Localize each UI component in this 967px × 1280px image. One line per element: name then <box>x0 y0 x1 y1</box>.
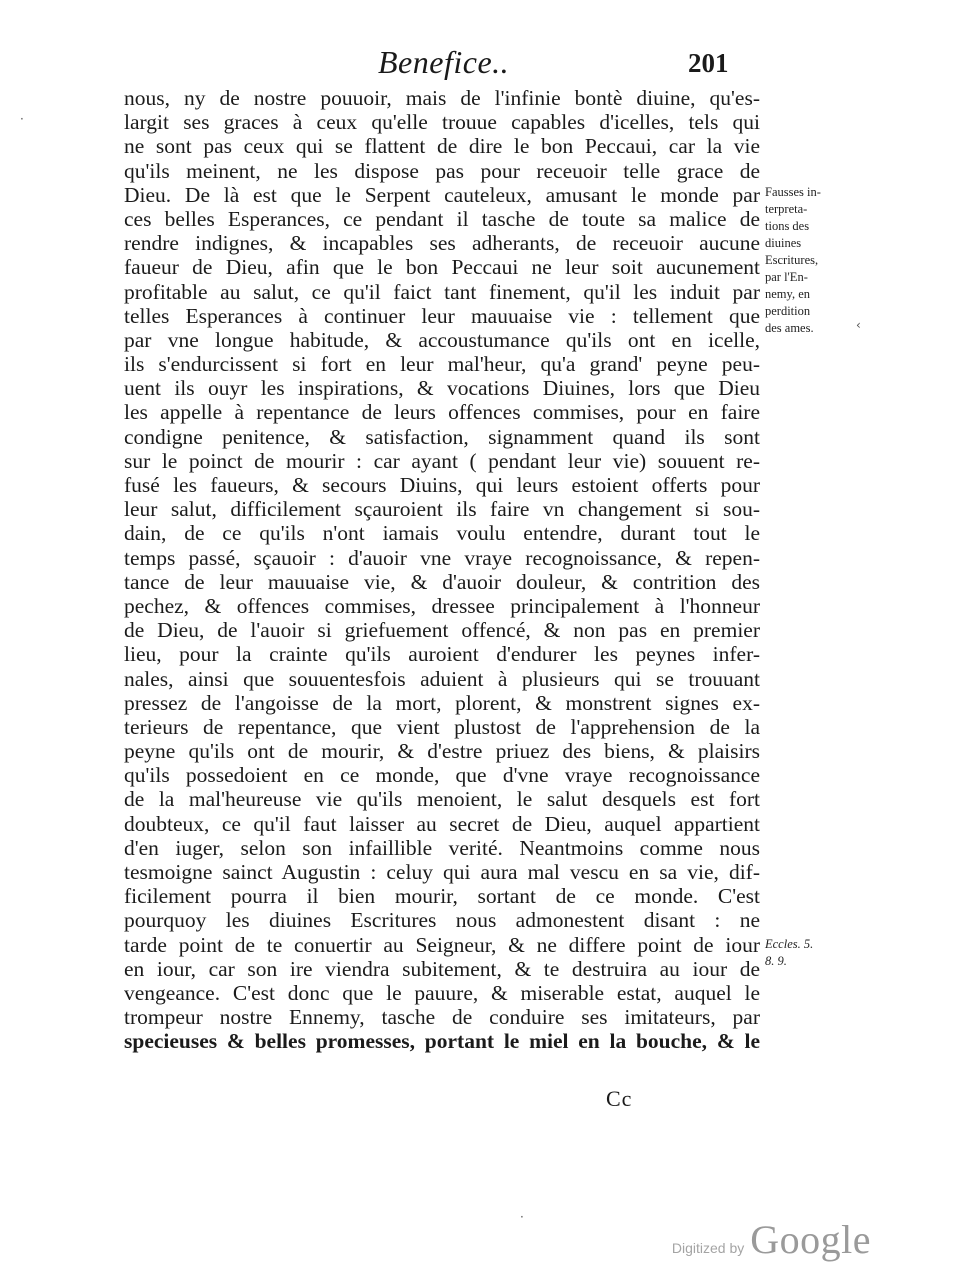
text-line: ces belles Esperances, ce pendant il tasche de toute sa malice de <box>124 206 760 231</box>
text-line: qu'ils possedoient en ce monde, que d'vne vraye recognoissance <box>124 763 760 788</box>
text-line: Dieu. De là est que le Serpent cauteleux, amusant le monde par <box>124 182 760 207</box>
text-line: telles Esperances à continuer leur mauuaise vie : tellement que <box>124 303 760 328</box>
stray-ink-mark: ‹ <box>856 318 861 332</box>
text-line: pressez de l'angoisse de la mort, plorent, & monstrent signes ex- <box>124 690 760 715</box>
text-line: nales, ainsi que souuentesfois aduient à plusieurs qui se trouuant <box>124 666 760 691</box>
signature-mark: Cc <box>606 1086 633 1111</box>
text-line: les appelle à repentance de leurs offences commises, pour en faire <box>124 400 760 425</box>
margin-note-line: nemy, en <box>765 287 811 301</box>
text-line: ne sont pas ceux qui se flattent de dire le bon Peccaui, car la vie <box>124 134 760 159</box>
text-line: en iour, car son ire viendra subitement, & te destruira au iour de <box>124 956 760 981</box>
stray-ink-mark: · <box>520 1210 524 1224</box>
text-line: dain, de ce qu'ils n'ont iamais voulu entendre, durant tout le <box>124 521 760 546</box>
text-line: specieuses & belles promesses, portant le miel en la bouche, & le <box>124 1029 760 1054</box>
text-line: leur salut, difficilement sçauroient ils faire vn changement si sou- <box>124 497 760 522</box>
stray-ink-mark: · <box>20 112 24 126</box>
text-line: pourquoy les diuines Escritures nous admonestent disant : ne <box>124 908 760 933</box>
text-line: largit ses graces à ceux qu'elle trouue capables d'icelles, tels qui <box>124 110 760 135</box>
text-line: tance de leur mauuaise vie, & d'auoir douleur, & contrition des <box>124 569 760 594</box>
margin-note-line: 8. 9. <box>765 954 787 968</box>
text-line: rendre indignes, & incapables ses adherants, de receuoir aucune <box>124 231 760 256</box>
page-number: 201 <box>688 48 729 78</box>
text-line: doubteux, ce qu'il faut laisser au secret de Dieu, auquel appartient <box>124 811 760 836</box>
text-line: profitable au salut, ce qu'il faict tant finement, qu'il les induit par <box>124 279 760 304</box>
text-line: ils s'endurcissent si fort en leur mal'heur, qu'a grand' peyne peu- <box>124 352 760 377</box>
running-title: Benefice.. <box>378 44 510 80</box>
body-text <box>124 86 760 1054</box>
margin-note-line: terpreta- <box>765 202 808 216</box>
text-line: lieu, pour la crainte qu'ils auroient d'endurer les peynes infer- <box>124 642 760 667</box>
text-line: qu'ils meinent, ne les dispose pas pour receuoir telle grace de <box>124 158 760 183</box>
text-line: peyne qu'ils ont de mourir, & d'estre priuez des biens, & plaisirs <box>124 739 760 764</box>
margin-note-line: par l'En- <box>765 270 808 284</box>
text-line: terieurs de repentance, que vient plustost de l'apprehension de la <box>124 714 760 739</box>
text-line: trompeur nostre Ennemy, tasche de conduire ses imitateurs, par <box>124 1005 760 1030</box>
text-line: sur le poinct de mourir : car ayant ( pendant leur vie) souuent re- <box>124 448 760 473</box>
margin-note-line: tions des <box>765 219 810 233</box>
text-line: d'en iuger, selon son infaillible verité. Neantmoins comme nous <box>124 835 760 860</box>
text-line: tesmoigne sainct Augustin : celuy qui aura mal vescu en sa vie, dif- <box>124 860 760 884</box>
text-line: vengeance. C'est donc que le pauure, & miserable estat, auquel le <box>124 980 760 1005</box>
text-line: temps passé, sçauoir : d'auoir vne vraye recognoissance, & repen- <box>124 545 760 570</box>
digitized-watermark <box>672 1216 871 1263</box>
text-line: nous, ny de nostre pouuoir, mais de l'infinie bontè diuine, qu'es- <box>124 86 760 110</box>
digitized-by-label: Digitized by <box>671 1240 745 1256</box>
margin-note-line: Escritures, <box>765 253 819 267</box>
text-line: de Dieu, de l'auoir si griefuement offencé, & non pas en premier <box>124 618 760 643</box>
margin-note-ecclesiastes <box>765 936 847 970</box>
margin-note-line: perdition <box>765 304 811 318</box>
text-line: ficilement pourra il bien mourir, sortant de ce monde. C'est <box>124 884 760 909</box>
margin-note-line: diuines <box>765 236 802 250</box>
text-line: pechez, & offences commises, dressee principalement à l'honneur <box>124 593 760 618</box>
text-line: faueur de Dieu, afin que le bon Peccaui ne leur soit aucunement <box>124 255 760 280</box>
text-line: condigne penitence, & satisfaction, signamment quand ils sont <box>124 424 760 449</box>
text-line: uent ils ouyr les inspirations, & vocations Diuines, lors que Dieu <box>124 376 760 401</box>
margin-note-line: des ames. <box>765 321 814 335</box>
text-line: de la mal'heureuse vie qu'ils menoient, le salut desquels est fort <box>124 787 760 812</box>
text-line: par vne longue habitude, & accoustumance qu'ils ont en icelle, <box>124 327 760 352</box>
text-line: tarde point de te conuertir au Seigneur, & ne differe point de iour <box>124 932 760 957</box>
margin-note-line: Fausses in- <box>765 185 821 199</box>
text-line: fusé les faueurs, & secours Diuins, qui leurs estoient offerts pour <box>124 473 760 497</box>
margin-note-false-interpretations <box>765 184 847 337</box>
margin-note-line: Eccles. 5. <box>765 937 814 951</box>
google-logo: Google <box>750 1217 871 1262</box>
